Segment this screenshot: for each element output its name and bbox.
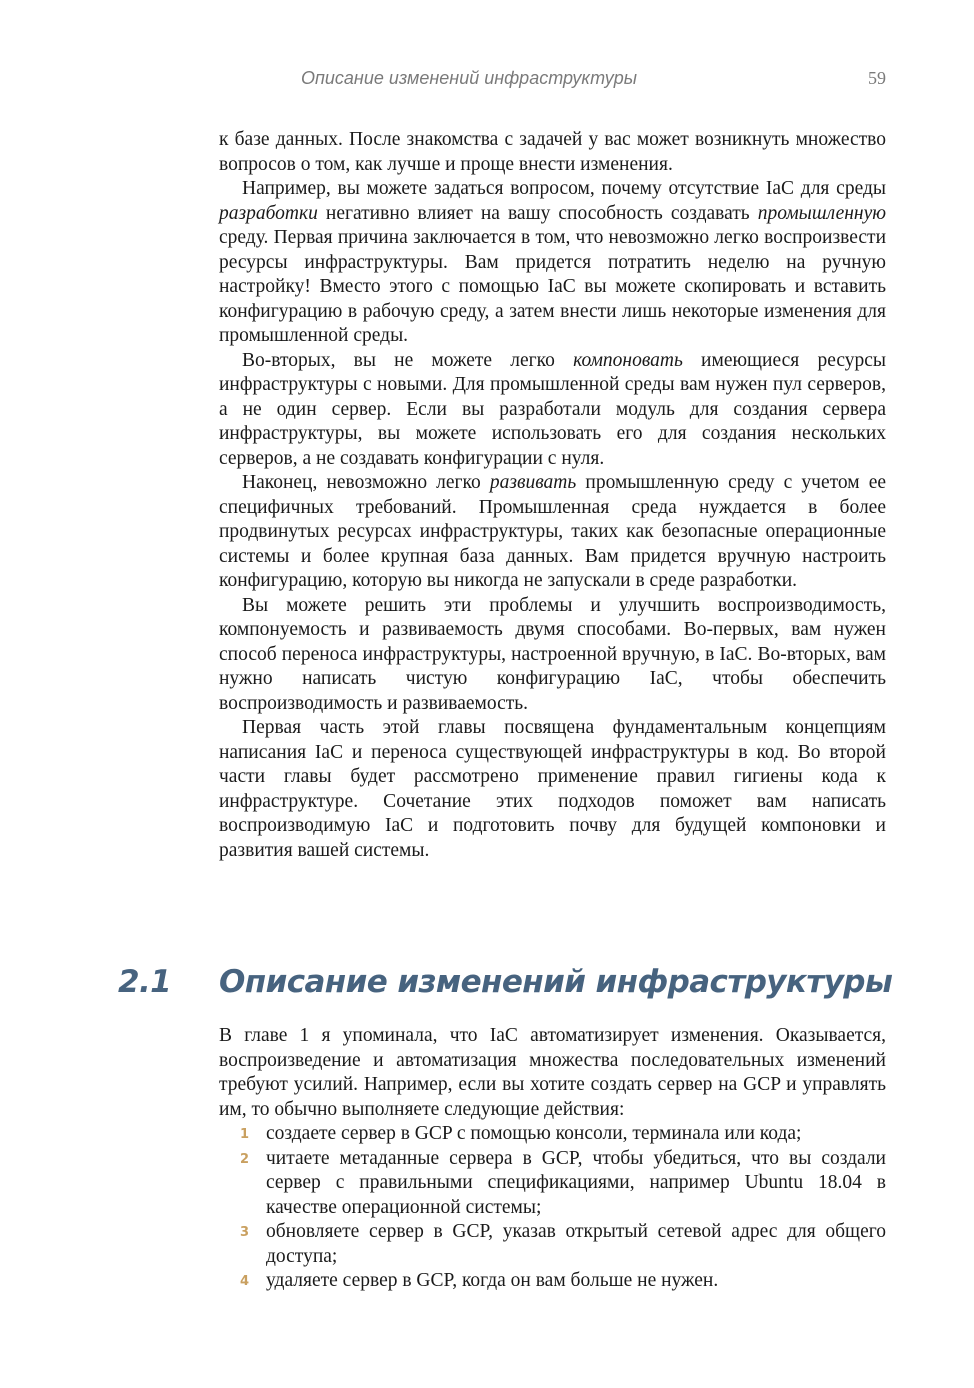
page-number: 59 bbox=[868, 68, 886, 88]
paragraph: Наконец, невозможно легко развивать промышленную среду с учетом ее специфичных требований. Промышленная среда нуждается в более продвинутых ресурсах инфраструктуры, таких как безопасные операционные системы и более крупная база данных. Вам придется вручную настроить конфигурацию, которую вы никогда не запускали в среде разработки. bbox=[219, 472, 887, 591]
step-text: создаете сервер в GCP с помощью консоли, терминала или кода; bbox=[266, 1123, 802, 1144]
paragraph: Например, вы можете задаться вопросом, почему отсутствие IaC для среды разработки негативно влияет на вашу способность создавать промышленную среду. Первая причина заключается в том, что невозможно легко воспроизвести ресурсы инфраструктуры. Вам придется потратить неделю на ручную настройку! Вместо этого с помощью IaC вы можете скопировать и вставить конфигурацию в рабочую среду, а затем внести лишь некоторые изменения для промышленной среды. bbox=[219, 178, 886, 346]
step-text: обновляете сервер в GCP, указав открытый сетевой адрес для общего доступа; bbox=[266, 1221, 886, 1267]
paragraph: Вы можете решить эти проблемы и улучшить воспроизводимость, компонуемость и развиваемость двумя способами. Во-первых, вам нужен способ переноса инфраструктуры, настроенной вручную, в IaC. Во-вторых, вам нужно написать чистую конфигурацию IaC, чтобы обеспечить воспроизводимость и развиваемость. bbox=[219, 594, 886, 714]
section-number: 2.1 bbox=[118, 964, 172, 1000]
list-item bbox=[219, 1147, 886, 1221]
paragraph: к базе данных. После знакомства с задачей у вас может возникнуть множество вопросов о том, как лучше и проще внести изменения. bbox=[219, 129, 886, 175]
emphasis: развивать bbox=[489, 472, 577, 493]
steps-list bbox=[219, 1122, 886, 1294]
intro-text bbox=[219, 128, 886, 863]
list-item bbox=[219, 1122, 886, 1147]
step-text: читаете метаданные сервера в GCP, чтобы убедиться, что вы создали сервер с правильными спецификациями, например Ubuntu 18.04 в качестве операционной системы; bbox=[266, 1147, 886, 1218]
section-title: Описание изменений инфраструктуры bbox=[219, 964, 893, 1000]
list-item bbox=[219, 1220, 886, 1269]
paragraph: Во-вторых, вы не можете легко компоновать имеющиеся ресурсы инфраструктуры с новыми. Для промышленной среды вам нужен пул серверов, а не один сервер. Если вы разработали модуль для создания сервера инфраструктуры, вы можете использовать его для создания нескольких серверов, а не создавать конфигурации с нуля. bbox=[219, 349, 886, 469]
running-title: Описание изменений инфраструктуры bbox=[301, 68, 637, 88]
emphasis: промышленную bbox=[757, 202, 886, 224]
emphasis: компоновать bbox=[573, 349, 683, 371]
running-header bbox=[219, 68, 886, 92]
step-number: 2 bbox=[240, 1151, 250, 1167]
paragraph: Первая часть этой главы посвящена фундаментальным концепциям написания IaC и переноса существующей инфраструктуры в код. Во второй части главы будет рассмотрено применение правил гигиены кода к инфраструктуре. Сочетание этих подходов поможет вам написать воспроизводимую IaC и подготовить почву для будущей компоновки и развития вашей системы. bbox=[219, 717, 886, 861]
section-heading bbox=[118, 964, 898, 1008]
section-body bbox=[219, 1024, 886, 1294]
step-number: 3 bbox=[240, 1225, 250, 1240]
step-number: 4 bbox=[240, 1274, 250, 1289]
step-number: 1 bbox=[240, 1127, 250, 1142]
step-text: удаляете сервер в GCP, когда он вам больше не нужен. bbox=[266, 1270, 719, 1291]
emphasis: разработки bbox=[219, 202, 318, 224]
list-item bbox=[219, 1269, 886, 1294]
paragraph: В главе 1 я упоминала, что IaC автоматизирует изменения. Оказывается, воспроизведение и автоматизация множества последовательных изменений требуют усилий. Например, если вы хотите создать сервер на GCP и управлять им, то обычно выполняете следующие действия: bbox=[219, 1025, 886, 1120]
